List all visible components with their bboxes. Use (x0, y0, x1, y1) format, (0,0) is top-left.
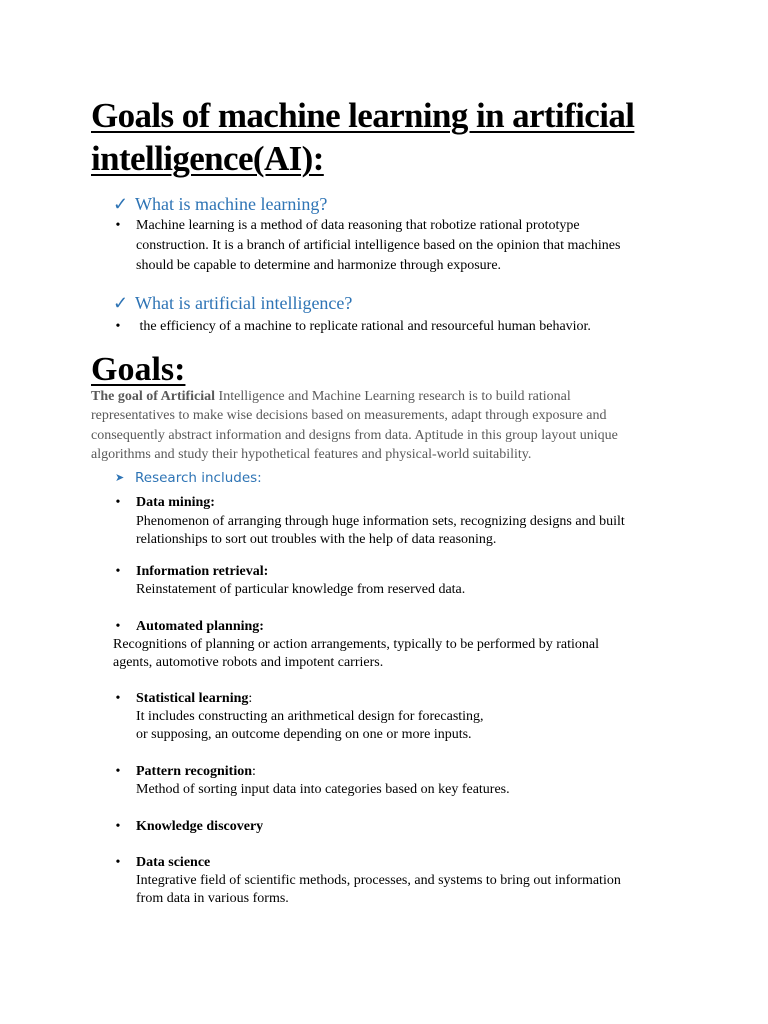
list-item-automated-planning (113, 618, 713, 674)
item-heading: Knowledge discovery (136, 819, 264, 834)
list-item-pattern-recognition: • Pattern recognition: Method of sorting input data into categories based on key features. (113, 763, 713, 803)
bullet-icon: • (115, 855, 121, 870)
question-heading-machine-learning (113, 193, 327, 215)
list-item-knowledge-discovery (113, 818, 713, 838)
answer-text: Machine learning is a method of data reasoning that robotize rational prototype construction. It is a branch of artificial intelligence based on the opinion that machines should be capable to determine and harmonize through exposure. (136, 218, 621, 273)
item-description: Method of sorting input data into categories based on key features. (136, 782, 510, 797)
bullet-icon: • (115, 564, 121, 579)
list-item-data-mining (113, 494, 713, 554)
goals-heading: Goals: (91, 351, 186, 388)
item-heading: Statistical learning (136, 691, 249, 706)
answer-artificial-intelligence (113, 317, 713, 339)
item-description: Phenomenon of arranging through huge information sets, recognizing designs and built relationships to sort out troubles with the help of data reasoning. (136, 514, 625, 547)
intro-bold-lead: The goal of Artificial (91, 389, 216, 404)
item-description: Recognitions of planning or action arrangements, typically to be performed by rational agents, automotive robots and impotent carriers. (113, 637, 599, 670)
bullet-icon: • (115, 319, 121, 334)
list-item-information-retrieval (113, 563, 713, 603)
checkmark-icon: ✓ (113, 293, 129, 313)
item-heading: Automated planning: (136, 619, 264, 634)
page-title: Goals of machine learning in artificial intelligence(AI): (91, 96, 635, 178)
checkmark-icon: ✓ (113, 194, 129, 214)
answer-text: the efficiency of a machine to replicate rational and resourceful human behavior. (136, 319, 591, 334)
question-heading-artificial-intelligence (113, 292, 352, 314)
list-item-statistical-learning: • Statistical learning: It includes constructing an arithmetical design for forecasting, or supposing, an outcome depending on one or more inputs. (113, 690, 713, 746)
bullet-icon: • (115, 495, 121, 510)
item-description: It includes constructing an arithmetical design for forecasting, or supposing, an outcome depending on one or more inputs. (136, 709, 484, 742)
item-description: Integrative field of scientific methods, processes, and systems to bring out information from data in various forms. (136, 873, 621, 906)
bullet-icon: • (115, 764, 121, 779)
question-text: What is machine learning? (135, 194, 328, 214)
item-heading: Data science (136, 855, 211, 870)
item-description: Reinstatement of particular knowledge from reserved data. (136, 582, 466, 597)
bullet-icon: • (115, 691, 121, 706)
item-heading: Information retrieval: (136, 564, 269, 579)
research-includes-heading (115, 469, 262, 487)
question-text: What is artificial intelligence? (135, 293, 353, 313)
goals-intro-paragraph: The goal of Artificial Intelligence and Machine Learning research is to build rational representatives to make wise decisions based on measurements, adapt through exposure and consequently abstract information and designs from data. Aptitude in this group layout unique algorithms and study their hypothetical features and physical-world suitability. (91, 389, 618, 462)
research-label: Research includes: (135, 470, 262, 486)
answer-machine-learning (113, 216, 693, 278)
list-item-data-science (113, 854, 713, 910)
item-heading: Pattern recognition (136, 764, 252, 779)
arrow-bullet-icon: ➤ (115, 471, 125, 484)
item-heading: Data mining: (136, 495, 215, 510)
bullet-icon: • (115, 819, 121, 834)
bullet-icon: • (115, 218, 121, 233)
bullet-icon: • (115, 619, 121, 634)
